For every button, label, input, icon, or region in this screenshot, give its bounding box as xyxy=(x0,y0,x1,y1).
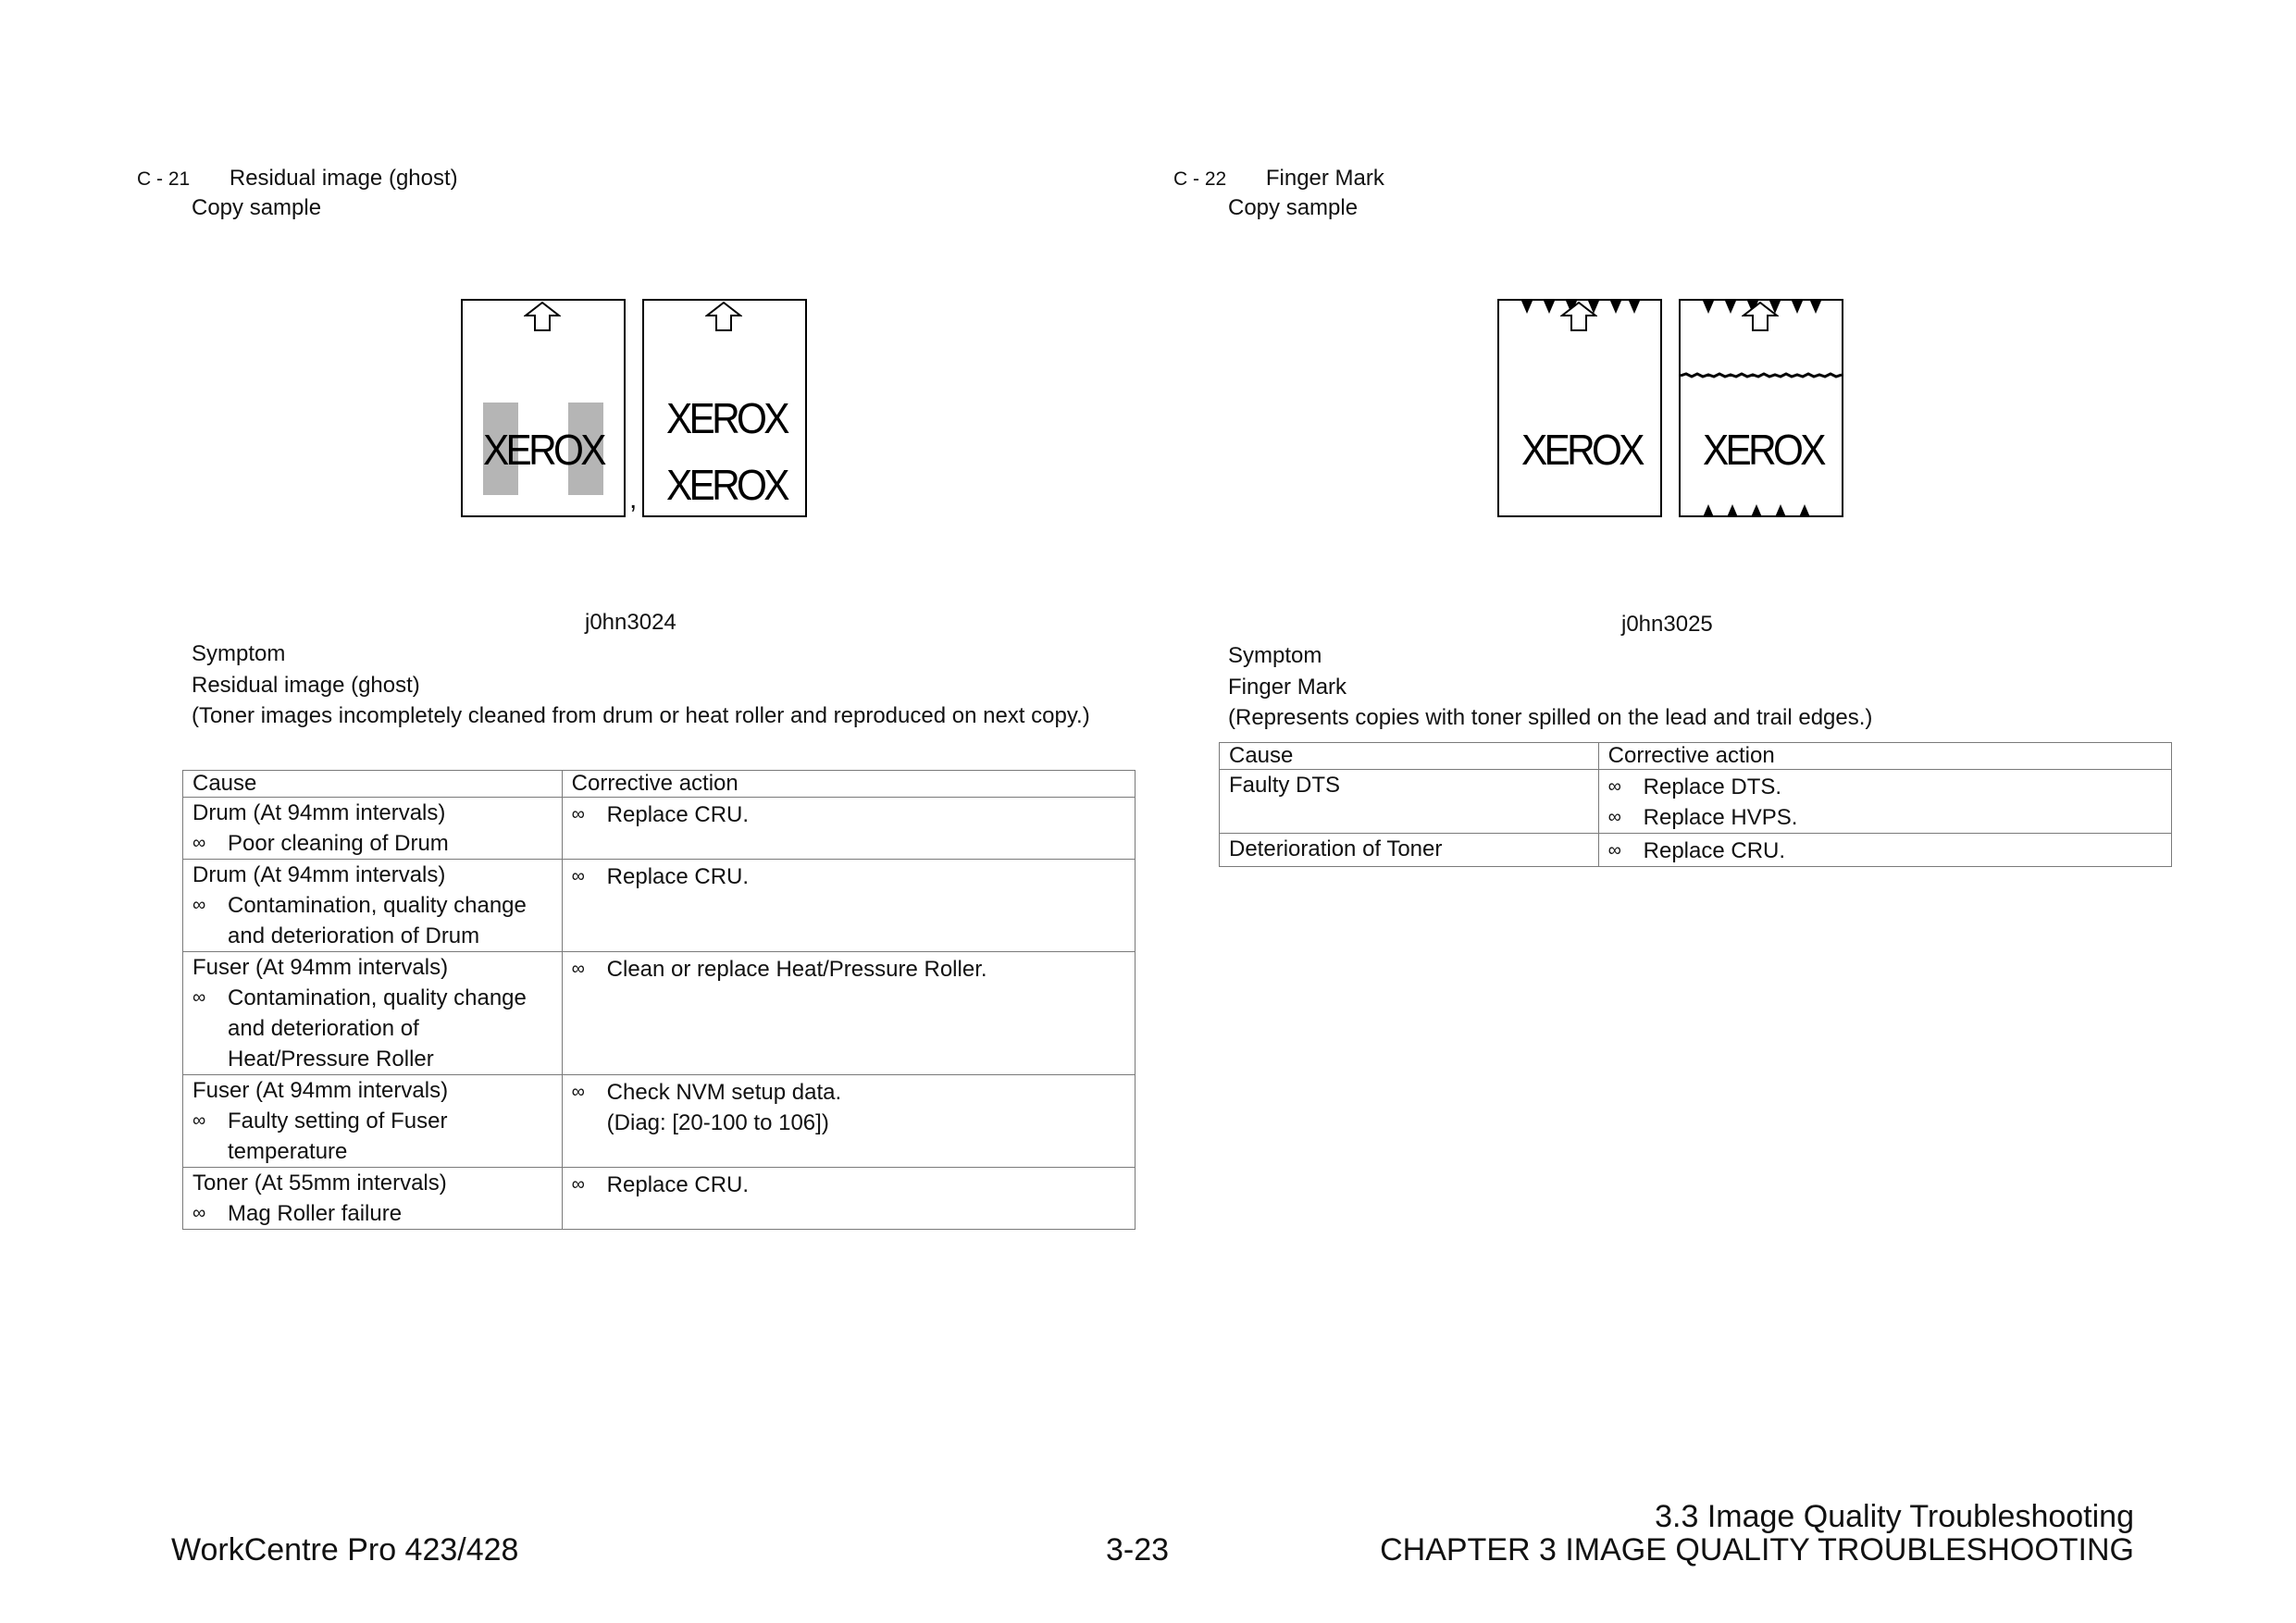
left-symptom-label: Symptom xyxy=(192,641,286,666)
cause-item: ∞ Mag Roller failure xyxy=(192,1198,562,1229)
xerox-logo-text: XEROX xyxy=(666,461,787,509)
cause-item: ∞ Contamination, quality change xyxy=(192,983,562,1013)
left-cause-table xyxy=(182,770,1136,1230)
action-cell xyxy=(562,952,1135,1075)
cause-title: Drum (At 94mm intervals) xyxy=(192,800,446,825)
action-cell xyxy=(562,860,1135,952)
cause-cell xyxy=(183,1075,563,1168)
finger-mark-page-1 xyxy=(1497,299,1662,517)
right-symptom-name: Finger Mark xyxy=(1228,675,1347,700)
header-cause: Cause xyxy=(1220,743,1599,770)
right-figure-id: j0hn3025 xyxy=(1621,612,1713,637)
action-item: ∞ Replace CRU. xyxy=(1608,836,2171,866)
finger-mark-page-2 xyxy=(1679,299,1843,517)
footer-model: WorkCentre Pro 423/428 xyxy=(171,1532,519,1567)
cause-title: Toner (At 55mm intervals) xyxy=(192,1171,447,1196)
left-section-title: Residual image (ghost) xyxy=(229,166,458,191)
figure-separator: , xyxy=(629,484,638,514)
table-row xyxy=(1220,834,2172,867)
cause-item-continued: and deterioration of Drum xyxy=(228,923,480,948)
cause-item: ∞ Faulty setting of Fuser xyxy=(192,1106,562,1136)
left-figure-id: j0hn3024 xyxy=(585,610,676,635)
action-item: ∞ Replace CRU. xyxy=(572,799,1135,830)
feed-direction-arrow-icon xyxy=(1742,301,1779,332)
ghost-sample-page-2 xyxy=(642,299,807,517)
action-cell xyxy=(562,798,1135,860)
right-section-title: Finger Mark xyxy=(1265,166,1384,191)
right-symptom-description: (Represents copies with toner spilled on the lead and trail edges.) xyxy=(1228,705,1873,730)
xerox-logo-text: XEROX xyxy=(1521,426,1642,474)
table-header-row xyxy=(183,771,1136,798)
table-row xyxy=(1220,770,2172,834)
action-item-continued: (Diag: [20-100 to 106]) xyxy=(606,1110,829,1135)
xerox-logo-text: XEROX xyxy=(666,394,787,442)
table-row xyxy=(183,1075,1136,1168)
action-item: ∞ Replace CRU. xyxy=(572,1170,1135,1200)
right-symptom-label: Symptom xyxy=(1228,643,1322,668)
action-item: ∞ Clean or replace Heat/Pressure Roller. xyxy=(572,954,1135,985)
table-row xyxy=(183,860,1136,952)
action-cell xyxy=(1598,770,2171,834)
cause-cell xyxy=(183,1168,563,1230)
trail-edge-marks-icon xyxy=(1703,502,1823,517)
action-cell xyxy=(562,1168,1135,1230)
feed-direction-arrow-icon xyxy=(524,301,561,332)
cause-cell: Deterioration of Toner xyxy=(1220,834,1599,867)
cause-cell xyxy=(183,952,563,1075)
right-section-code: C - 22 xyxy=(1173,168,1227,190)
right-heading xyxy=(1173,163,1384,195)
action-item: ∞ Check NVM setup data. xyxy=(572,1077,1135,1108)
left-symptom-description: (Toner images incompletely cleaned from drum or heat roller and reproduced on next copy.) xyxy=(192,703,1090,728)
feed-direction-arrow-icon xyxy=(705,301,742,332)
cause-item-continued: temperature xyxy=(228,1139,348,1164)
xerox-logo-text: XEROX xyxy=(1703,426,1823,474)
xerox-logo-text: XEROX xyxy=(483,426,603,474)
action-item: ∞ Replace HVPS. xyxy=(1608,802,2171,833)
cause-item-continued: and deterioration of xyxy=(228,1016,419,1041)
table-row xyxy=(183,952,1136,1075)
footer-chapter-title: CHAPTER 3 IMAGE QUALITY TROUBLESHOOTING xyxy=(1380,1532,2134,1567)
toner-spill-line-icon xyxy=(1681,371,1842,380)
left-copy-sample-label: Copy sample xyxy=(192,195,322,220)
left-symptom-name: Residual image (ghost) xyxy=(192,673,420,698)
cause-item: ∞ Contamination, quality change xyxy=(192,890,562,921)
header-cause: Cause xyxy=(183,771,563,798)
cause-item: ∞ Poor cleaning of Drum xyxy=(192,828,562,859)
table-row xyxy=(183,798,1136,860)
right-cause-table xyxy=(1219,742,2172,867)
header-corrective-action: Corrective action xyxy=(562,771,1135,798)
cause-title: Drum (At 94mm intervals) xyxy=(192,862,446,887)
action-cell xyxy=(562,1075,1135,1168)
cause-item-continued: Heat/Pressure Roller xyxy=(228,1047,434,1072)
left-heading xyxy=(137,163,458,195)
feed-direction-arrow-icon xyxy=(1560,301,1597,332)
right-copy-sample-label: Copy sample xyxy=(1228,195,1359,220)
footer-section-title: 3.3 Image Quality Troubleshooting xyxy=(1655,1499,2134,1534)
left-section-code: C - 21 xyxy=(137,168,191,190)
footer-page-number: 3-23 xyxy=(1106,1532,1170,1567)
action-cell xyxy=(1598,834,2171,867)
cause-title: Fuser (At 94mm intervals) xyxy=(192,955,449,980)
action-item: ∞ Replace DTS. xyxy=(1608,772,2171,802)
header-corrective-action: Corrective action xyxy=(1598,743,2171,770)
cause-cell xyxy=(183,860,563,952)
cause-cell xyxy=(183,798,563,860)
ghost-sample-page-1 xyxy=(461,299,626,517)
cause-cell: Faulty DTS xyxy=(1220,770,1599,834)
left-copy-sample-figure xyxy=(461,299,813,521)
table-row xyxy=(183,1168,1136,1230)
table-header-row xyxy=(1220,743,2172,770)
action-item: ∞ Replace CRU. xyxy=(572,861,1135,892)
right-copy-sample-figure xyxy=(1497,299,1849,521)
cause-title: Fuser (At 94mm intervals) xyxy=(192,1078,449,1103)
